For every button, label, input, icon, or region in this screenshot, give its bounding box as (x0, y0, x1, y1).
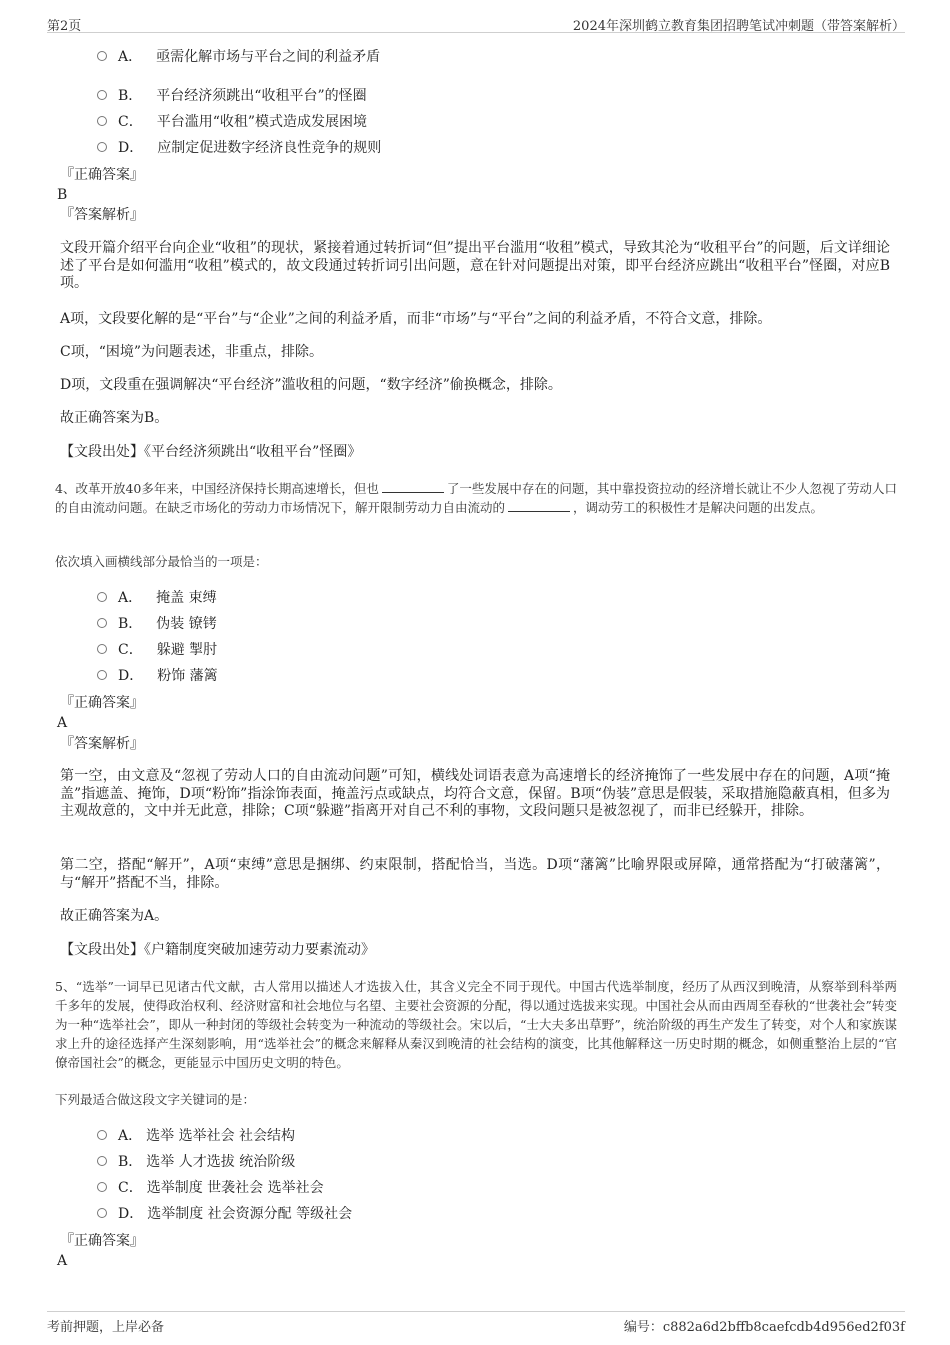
radio-icon[interactable] (97, 1130, 107, 1140)
q3-option-d[interactable] (97, 139, 381, 157)
fill-blank (382, 480, 444, 493)
option-letter: A． (118, 1128, 143, 1144)
option-text: 平台经济须跳出“收租平台”的怪圈 (156, 88, 367, 104)
option-text: 躲避 掣肘 (156, 642, 218, 658)
page-header (47, 12, 905, 33)
q3-answer-label: 『正确答案』 (60, 167, 144, 183)
option-text: 选举制度 社会资源分配 等级社会 (147, 1206, 353, 1222)
page-footer (47, 1311, 905, 1338)
q4-answer-label: 『正确答案』 (60, 695, 144, 711)
q4-analysis-paragraph: 故正确答案为A。 (60, 908, 169, 924)
q4-prompt: 依次填入画横线部分最恰当的一项是： (55, 554, 268, 569)
q3-analysis-paragraph: 故正确答案为B。 (60, 410, 169, 426)
q4-answer-value: A (57, 715, 68, 731)
option-letter: B． (118, 616, 143, 632)
q3-option-b[interactable] (97, 87, 367, 105)
option-text: 平台滥用“收租”模式造成发展困境 (156, 114, 368, 130)
radio-icon[interactable] (97, 116, 107, 126)
q3-analysis-label: 『答案解析』 (60, 207, 144, 223)
option-letter: C． (118, 1180, 143, 1196)
q3-option-a[interactable] (97, 48, 380, 66)
q3-analysis-paragraph: C项，“困境”为问题表述，非重点，排除。 (60, 344, 324, 360)
q5-stem: 5、“选举”一词早已见诸古代文献，古人常用以描述人才选拔入仕，其含义完全不同于现代。中国古代选举制度，经历了从西汉到晚清，从察举到科举两千多年的发展，使得政治权利、经济财富和社会地位与名望、主要社会资源的分配，得以通过选拔来实现。中国社会从而由西周至春秋的“世袭社会”转变为一种“选举社会”，即从一种封闭的等级社会转变为一种流动的等级社会。宋以后，“士大夫多出草野”，统治阶级的再生产发生了转变，对个人和家族谋求上升的途径选择产生深刻影响，用“选举社会”的概念来解释从秦汉到晚清的社会结构的演变，比其他解释这一历史时期的概念，如侧重整治上层的“官僚帝国社会”的概念，更能显示中国历史文明的特色。 (55, 979, 897, 1070)
q3-answer-value: B (57, 187, 68, 203)
radio-icon[interactable] (97, 51, 107, 61)
radio-icon[interactable] (97, 1182, 107, 1192)
q3-analysis-paragraph: A项，文段要化解的是“平台”与“企业”之间的利益矛盾，而非“市场”与“平台”之间的利益矛盾，不符合文意，排除。 (60, 311, 772, 327)
q4-stem-part: 了一些发展中存在的问题，其中靠投资拉动的经济增长就让不少人忽视了劳动人口的自由流动问题。在缺乏市场化的劳动力市场情况下，解开限制劳动力自由流动的 (55, 481, 897, 515)
q3-analysis-paragraph: D项，文段重在强调解决“平台经济”滥收租的问题，“数字经济”偷换概念，排除。 (60, 377, 562, 393)
q3-analysis-paragraph: 文段开篇介绍平台向企业“收租”的现状，紧接着通过转折词“但”提出平台滥用“收租”模式，导致其沦为“收租平台”的问题，后文详细论述了平台是如何滥用“收租”模式的，故文段通过转折词引出问题，意在针对问题提出对策，即平台经济应跳出“收租平台”怪圈，对应B项。 (60, 240, 890, 291)
q5-option-c[interactable] (97, 1179, 324, 1197)
q4-option-a[interactable] (97, 589, 217, 607)
option-letter: D． (118, 1206, 144, 1222)
option-text: 掩盖 束缚 (156, 590, 217, 606)
option-letter: A． (118, 49, 143, 65)
q3-source: 【文段出处】《平台经济须跳出“收租平台”怪圈》 (60, 444, 362, 460)
radio-icon[interactable] (97, 592, 107, 602)
option-letter: C． (118, 114, 143, 130)
footer-slogan: 考前押题，上岸必备 (47, 1320, 165, 1335)
radio-icon[interactable] (97, 1156, 107, 1166)
option-letter: A． (118, 590, 143, 606)
q5-option-b[interactable] (97, 1153, 295, 1171)
q4-option-d[interactable] (97, 667, 218, 685)
q4-option-b[interactable] (97, 615, 217, 633)
q4-option-c[interactable] (97, 641, 217, 659)
option-text: 选举制度 世袭社会 选举社会 (146, 1180, 324, 1196)
radio-icon[interactable] (97, 1208, 107, 1218)
option-letter: D． (118, 140, 144, 156)
option-text: 应制定促进数字经济良性竞争的规则 (157, 140, 382, 156)
option-text: 粉饰 藩篱 (157, 668, 218, 684)
option-text: 伪装 镣铐 (156, 616, 217, 632)
option-letter: B． (118, 88, 143, 104)
q4-source: 【文段出处】《户籍制度突破加速劳动力要素流动》 (60, 942, 375, 958)
q4-stem-part: 4、改革开放40多年来，中国经济保持长期高速增长，但也 (55, 481, 379, 496)
radio-icon[interactable] (97, 90, 107, 100)
option-text: 亟需化解市场与平台之间的利益矛盾 (156, 49, 381, 65)
document-title: 2024年深圳鹤立教育集团招聘笔试冲刺题（带答案解析） (572, 19, 905, 34)
q4-analysis-label: 『答案解析』 (60, 736, 144, 752)
option-text: 选举 选举社会 社会结构 (146, 1128, 296, 1144)
q5-answer-label: 『正确答案』 (60, 1233, 144, 1249)
q5-prompt: 下列最适合做这段文字关键词的是： (55, 1092, 256, 1107)
q5-option-d[interactable] (97, 1205, 352, 1223)
radio-icon[interactable] (97, 644, 107, 654)
document-serial: 编号：c882a6d2bffb8caefcdb4d956ed2f03f (623, 1320, 905, 1335)
q3-option-c[interactable] (97, 113, 367, 131)
option-letter: B． (118, 1154, 143, 1170)
q5-option-a[interactable] (97, 1127, 295, 1145)
option-letter: D． (118, 668, 144, 684)
q4-analysis-paragraph: 第二空，搭配“解开”，A项“束缚”意思是捆绑、约束限制，搭配恰当，当选。D项“藩篱”比喻界限或屏障，通常搭配为“打破藩篱”，与“解开”搭配不当，排除。 (60, 857, 890, 891)
q4-analysis-paragraph: 第一空，由文意及“忽视了劳动人口的自由流动问题”可知，横线处词语表意为高速增长的经济掩饰了一些发展中存在的问题，A项“掩盖”指遮盖、掩饰，D项“粉饰”指涂饰表面，掩盖污点或缺点，均符合文意，保留。B项“伪装”意思是假装，采取措施隐蔽真相，但多为主观故意的，文中并无此意，排除；C项“躲避”指离开对自己不利的事物，文段问题只是被忽视了，而非已经躲开，排除。 (60, 768, 890, 819)
radio-icon[interactable] (97, 142, 107, 152)
q4-stem (55, 479, 897, 517)
option-text: 选举 人才选拔 统治阶级 (146, 1154, 296, 1170)
q5-answer-value: A (57, 1253, 68, 1269)
option-letter: C． (118, 642, 143, 658)
page-number: 第2页 (47, 19, 82, 34)
radio-icon[interactable] (97, 670, 107, 680)
fill-blank (508, 499, 570, 512)
q4-stem-part: ，调动劳工的积极性才是解决问题的出发点。 (573, 500, 824, 515)
radio-icon[interactable] (97, 618, 107, 628)
